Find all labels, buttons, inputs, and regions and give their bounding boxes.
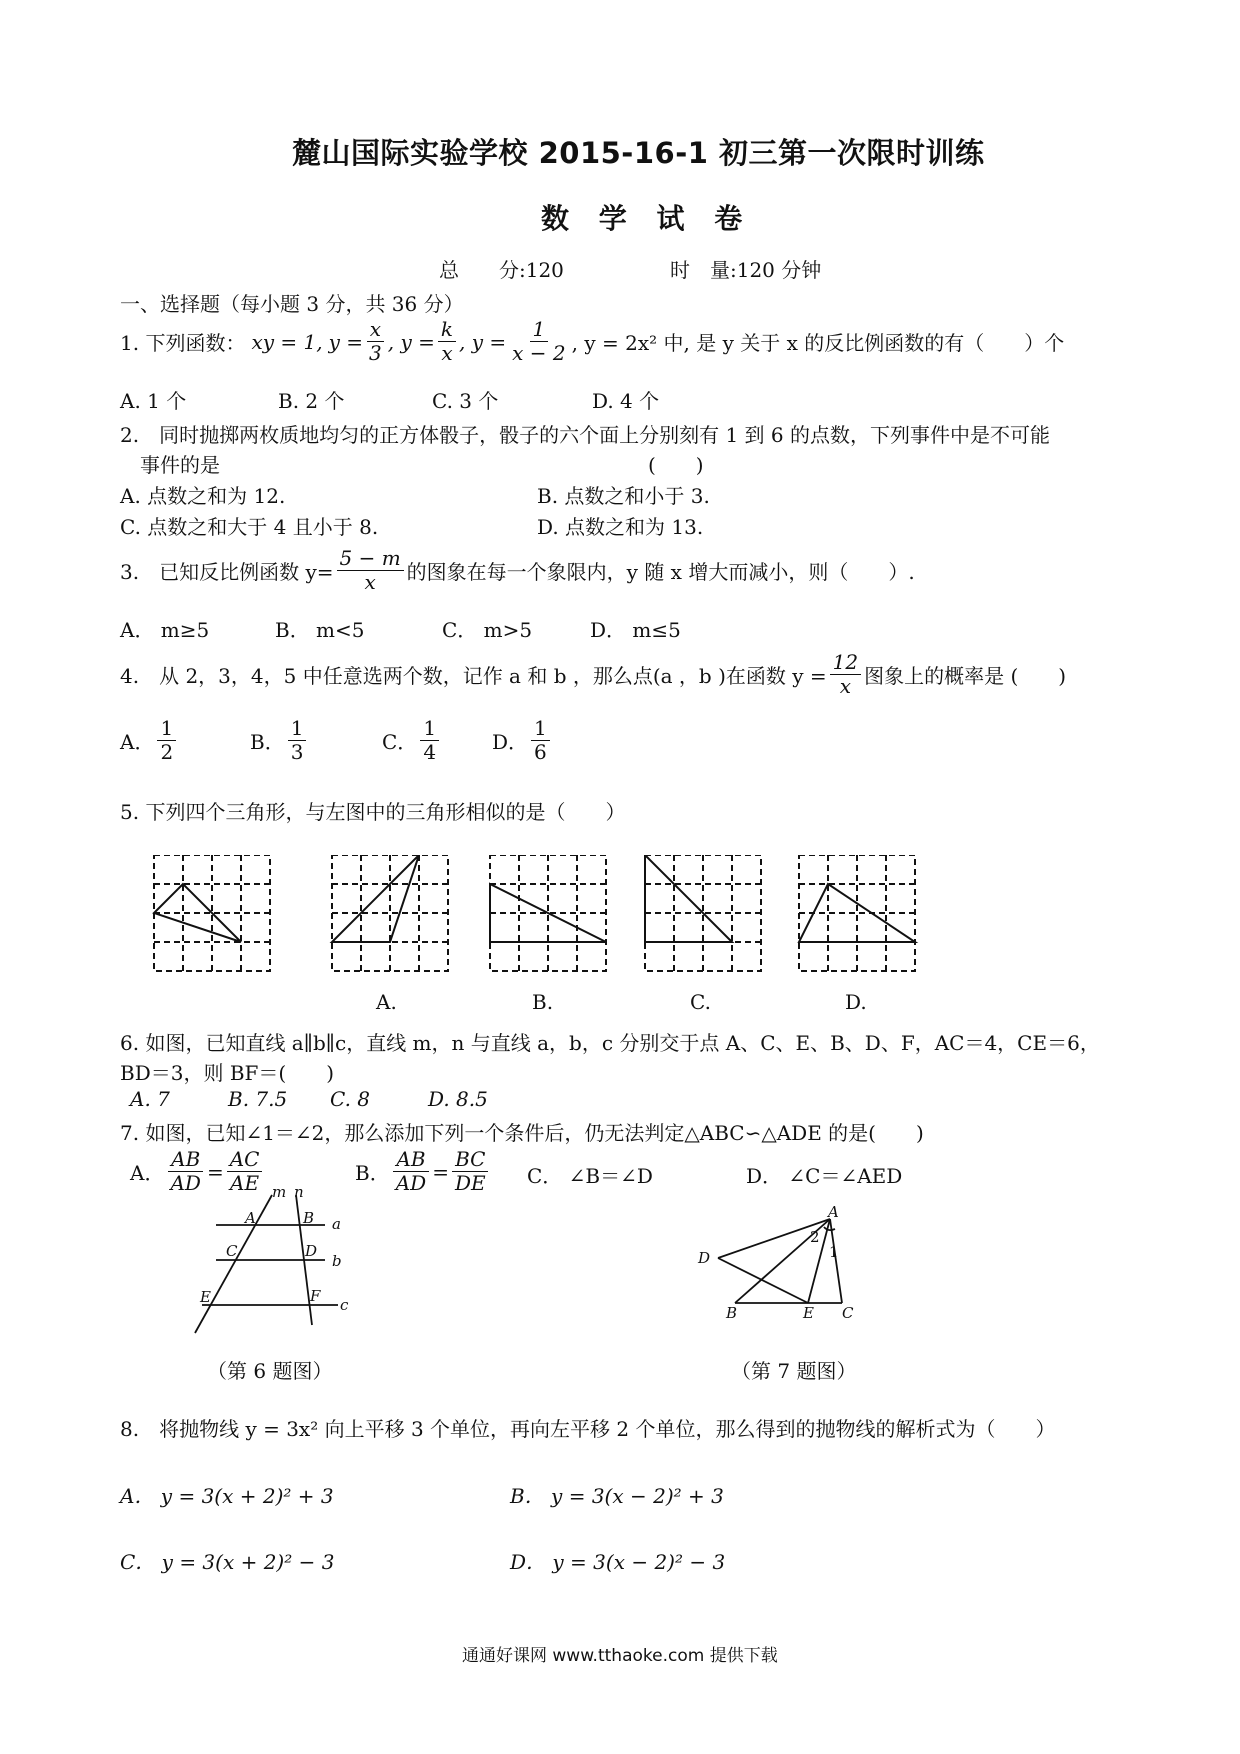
question-8: 8. 将抛物线 y = 3x² 向上平移 3 个单位，再向左平移 2 个单位，那么得到的抛物线的解析式为（ ） (120, 1417, 1056, 1441)
label-b: b (332, 1252, 342, 1270)
q3-option-c: C． m>5 (442, 618, 533, 642)
section-heading: 一、选择题（每小题 3 分，共 36 分） (120, 292, 464, 316)
q5-label-d: D. (845, 990, 867, 1014)
q1-expr: xy = 1, (251, 329, 323, 354)
q6-option-d: D. 8.5 (428, 1087, 488, 1111)
question-3 (120, 547, 915, 594)
question-2-line1: 2. 同时抛掷两枚质地均匀的正方体骰子，骰子的六个面上分别刻有 1 到 6 的点数，下列事件中是不可能 (120, 423, 1050, 447)
triangle-d (799, 884, 915, 942)
question-2-line2: 事件的是 (140, 453, 220, 477)
q1-fraction-1: $\frac{x}{3}$ (366, 318, 385, 365)
q1-fraction-3: $\frac{1}{x - 2}$ (512, 317, 566, 365)
q2-option-b: B. 点数之和小于 3. (537, 484, 710, 508)
label-B: B (303, 1209, 315, 1227)
q1-comma-y-eq-2: , y = (459, 329, 507, 354)
label-F: F (310, 1287, 321, 1305)
q8-option-b: B． y = 3(x − 2)² + 3 (510, 1484, 724, 1508)
q2-option-d: D. 点数之和为 13. (537, 515, 704, 539)
label-n: n (294, 1185, 304, 1201)
q8-option-d: D． y = 3(x − 2)² − 3 (510, 1550, 726, 1574)
q2-option-a: A. 点数之和为 12. (120, 484, 286, 508)
question-1 (120, 318, 1064, 365)
q7-option-c: C． ∠B＝∠D (527, 1164, 653, 1188)
q4-option-b: B． $\frac{1}{3}$ (250, 717, 309, 764)
label-1: 1 (829, 1243, 839, 1261)
q4-option-c: C． $\frac{1}{4}$ (382, 717, 442, 764)
label-A: A (245, 1209, 256, 1227)
exam-subtitle: 数 学 试 卷 (541, 202, 753, 235)
q6-option-b: B. 7.5 (228, 1087, 288, 1111)
q8-option-a: A． y = 3(x + 2)² + 3 (120, 1484, 334, 1508)
q1-option-b: B. 2 个 (278, 389, 345, 413)
q1-tail: , y = 2x² 中, 是 y 关于 x 的反比例函数的有（ ）个 (571, 331, 1065, 355)
q1-fraction-2: $\frac{k}{x}$ (438, 318, 456, 365)
segment-DE (718, 1258, 808, 1303)
question-4 (120, 651, 1066, 698)
q4-option-a: A． $\frac{1}{2}$ (120, 717, 179, 764)
q3-tail: 的图象在每一个象限内，y 随 x 增大而减小，则（ ）. (406, 560, 915, 584)
label-E: E (200, 1288, 211, 1306)
q4-fraction: $\frac{12}{x}$ (830, 651, 861, 698)
q5-label-a: A. (376, 990, 397, 1014)
q6-option-a: A. 7 (130, 1087, 170, 1111)
figure-7-caption: （第 7 题图） (731, 1359, 857, 1383)
q3-option-d: D． m≤5 (590, 618, 681, 642)
q5-label-b: B. (532, 990, 554, 1014)
q2-answer-paren: ( ) (648, 453, 704, 477)
angle-mark (824, 1227, 835, 1230)
label-m: m (272, 1185, 287, 1201)
question-6-line1: 6. 如图，已知直线 a∥b∥c，直线 m，n 与直线 a，b，c 分别交于点 A、C、E、B、D、F，AC＝4，CE＝6， (120, 1031, 1100, 1055)
q3-lead: 3. 已知反比例函数 y= (120, 560, 334, 584)
q6-option-c: C. 8 (330, 1087, 371, 1111)
label-2: 2 (810, 1228, 820, 1246)
label-E: E (803, 1304, 814, 1320)
label-D: D (305, 1242, 318, 1260)
q1-option-a: A. 1 个 (120, 389, 187, 413)
figure-7 (690, 1205, 870, 1320)
q1-y-eq: y = (328, 329, 364, 354)
q3-fraction: $\frac{5 - m}{x}$ (337, 547, 404, 594)
q1-lead: 1. 下列函数： (120, 331, 246, 355)
q5-label-c: C. (690, 990, 711, 1014)
q1-comma-y-eq: , y = (387, 329, 435, 354)
q8-option-c: C． y = 3(x + 2)² − 3 (120, 1550, 335, 1574)
total-score: 总 分:120 (439, 258, 564, 282)
q7-option-b: B． $\frac{AB}{AD}$ = $\frac{BC}{DE}$ (355, 1148, 492, 1195)
label-a: a (332, 1215, 341, 1233)
exam-title: 麓山国际实验学校 2015-16-1 初三第一次限时训练 (292, 136, 985, 170)
triangle-c (645, 855, 732, 942)
triangle-b (490, 884, 606, 942)
q3-option-b: B． m<5 (275, 618, 365, 642)
question-7: 7. 如图，已知∠1＝∠2，那么添加下列一个条件后，仍无法判定△ABC∽△ADE 的是( ) (120, 1121, 924, 1145)
q2-option-c: C. 点数之和大于 4 且小于 8. (120, 515, 379, 539)
figure-6-caption: （第 6 题图） (207, 1359, 333, 1383)
segment-AC (830, 1219, 842, 1303)
triangle-a (332, 855, 419, 942)
q1-option-d: D. 4 个 (592, 389, 660, 413)
line-m (195, 1195, 272, 1333)
footer-watermark: 通通好课网 www.tthaoke.com 提供下载 (462, 1646, 778, 1666)
q4-tail: 图象上的概率是 ( ) (864, 664, 1067, 688)
time-limit: 时 量:120 分钟 (670, 258, 822, 282)
label-A: A (828, 1205, 839, 1221)
q1-option-c: C. 3 个 (432, 389, 499, 413)
label-D: D (698, 1249, 711, 1267)
label-c: c (340, 1296, 349, 1314)
q7-option-a: A． $\frac{AB}{AD}$ = $\frac{AC}{AE}$ (130, 1148, 265, 1195)
grid-d (799, 855, 915, 971)
question-6-line2: BD＝3，则 BF＝( ) (120, 1061, 334, 1085)
q4-option-d: D． $\frac{1}{6}$ (492, 717, 553, 764)
label-C: C (226, 1242, 238, 1260)
figure-6 (190, 1185, 360, 1335)
q4-lead: 4. 从 2，3，4，5 中任意选两个数，记作 a 和 b ，那么点(a ，b )在函数 y = (120, 664, 827, 688)
label-B: B (726, 1304, 738, 1320)
grid-a (332, 855, 448, 971)
q3-option-a: A． m≥5 (120, 618, 210, 642)
q7-option-d: D． ∠C＝∠AED (746, 1164, 903, 1188)
label-C: C (842, 1304, 854, 1320)
question-5: 5. 下列四个三角形，与左图中的三角形相似的是（ ） (120, 800, 626, 824)
